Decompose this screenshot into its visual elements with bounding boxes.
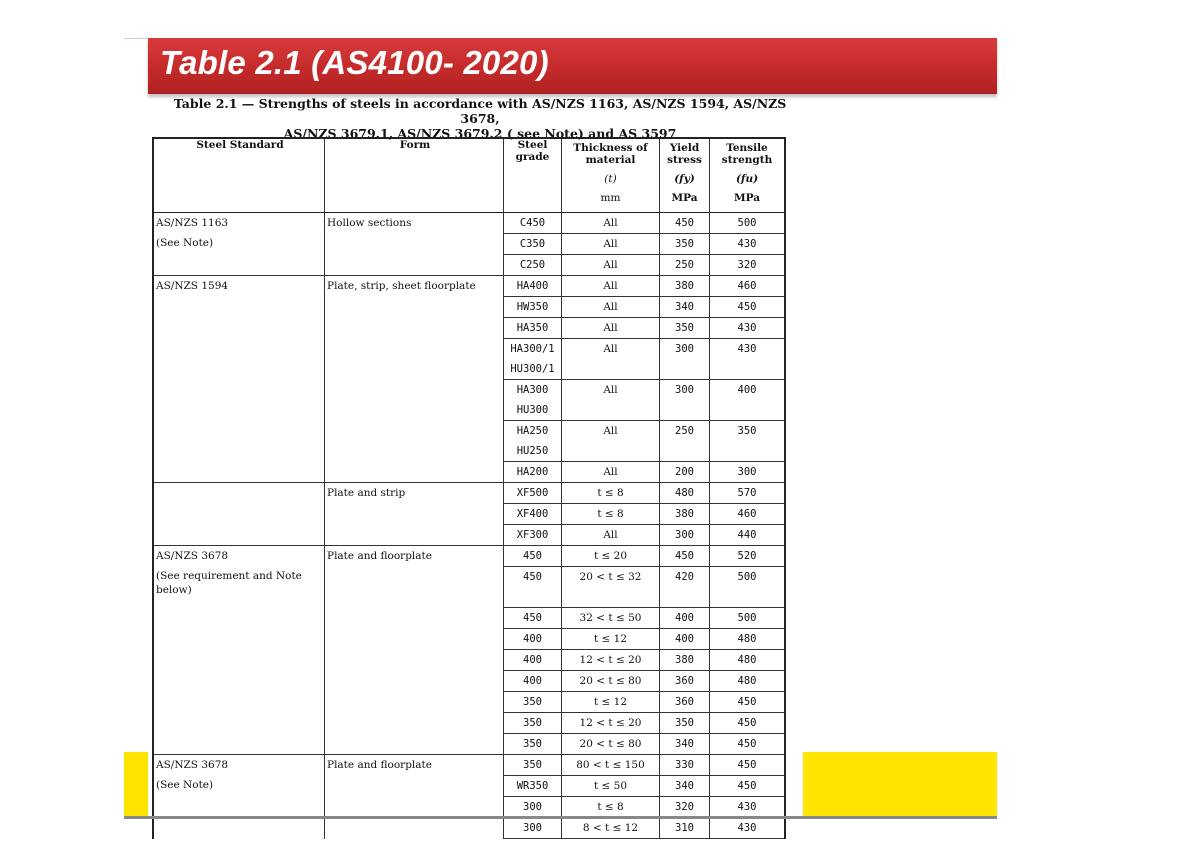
tensile-strength-value: 450 — [737, 301, 757, 313]
cell-yield-stress — [660, 797, 710, 818]
cell-steel-grade — [504, 776, 562, 797]
table-body — [153, 213, 785, 839]
table-row — [153, 276, 785, 297]
cell-thickness — [562, 546, 660, 567]
cell-yield-stress — [660, 734, 710, 755]
thickness-value: All — [603, 238, 618, 250]
cell-thickness — [562, 462, 660, 483]
slide-title: Table 2.1 (AS4100- 2020) — [160, 44, 549, 81]
cell-yield-stress — [660, 255, 710, 276]
cell-tensile-strength — [710, 797, 786, 818]
yellow-accent-right — [803, 752, 997, 816]
header-thickness — [562, 138, 660, 213]
steel-grade-value: XF400 — [516, 508, 549, 520]
cell-steel-grade — [504, 421, 562, 462]
header-tensile-unit: MPa — [733, 192, 761, 204]
cell-thickness — [562, 818, 660, 839]
cell-tensile-strength — [710, 213, 786, 234]
header-thickness-unit: mm — [600, 192, 621, 204]
thickness-value: 80 < t ≤ 150 — [576, 759, 645, 771]
cell-steel-grade — [504, 255, 562, 276]
cell-yield-stress — [660, 276, 710, 297]
header-yield-symbol: (fy) — [674, 173, 695, 185]
cell-steel-grade — [504, 339, 562, 380]
cell-steel-grade — [504, 734, 562, 755]
header-yield-label: Yield stress — [667, 142, 702, 166]
steel-grade-value: 300 — [523, 822, 542, 834]
cell-steel-grade — [504, 818, 562, 839]
cell-steel-grade — [504, 380, 562, 421]
cell-tensile-strength — [710, 380, 786, 421]
steel-grade-value: 450 — [523, 571, 542, 583]
cell-yield-stress — [660, 546, 710, 567]
cell-yield-stress — [660, 318, 710, 339]
form-label: Plate and strip — [327, 487, 406, 499]
steel-grade-value: XF300 — [516, 529, 549, 541]
cell-steel-grade — [504, 504, 562, 525]
thickness-value: 20 < t ≤ 32 — [579, 571, 642, 583]
yield-stress-value: 340 — [675, 301, 694, 313]
form-label: Plate, strip, sheet floorplate — [327, 280, 476, 292]
header-thickness-label: Thickness of material — [573, 142, 648, 166]
cell-yield-stress — [660, 650, 710, 671]
tensile-strength-value: 400 — [737, 384, 757, 396]
thickness-value: All — [603, 529, 618, 541]
form-label: Plate and floorplate — [327, 759, 432, 771]
cell-steel-grade — [504, 629, 562, 650]
cell-yield-stress — [660, 504, 710, 525]
cell-steel-grade — [504, 546, 562, 567]
cell-tensile-strength — [710, 608, 786, 629]
cell-yield-stress — [660, 692, 710, 713]
steel-grade-value: 350 — [523, 696, 542, 708]
cell-thickness — [562, 213, 660, 234]
cell-yield-stress — [660, 567, 710, 608]
form-label: Plate and floorplate — [327, 550, 432, 562]
table-row — [153, 213, 785, 234]
yield-stress-value: 200 — [675, 466, 694, 478]
yield-stress-value: 400 — [675, 633, 694, 645]
bottom-divider — [124, 816, 997, 819]
steel-grade-value: HA300 — [516, 384, 549, 396]
yield-stress-value: 380 — [675, 654, 694, 666]
yield-stress-value: 350 — [675, 717, 694, 729]
steel-grade-value: XF500 — [516, 487, 549, 499]
cell-thickness — [562, 276, 660, 297]
steel-grade-value: HA400 — [516, 280, 549, 292]
thickness-value: 8 < t ≤ 12 — [582, 822, 639, 834]
yield-stress-value: 360 — [675, 675, 694, 687]
thickness-value: t ≤ 20 — [593, 550, 628, 562]
cell-thickness — [562, 692, 660, 713]
cell-steel-grade — [504, 318, 562, 339]
tensile-strength-value: 450 — [737, 780, 757, 792]
header-steel-grade — [504, 138, 562, 213]
tensile-strength-value: 450 — [737, 738, 757, 750]
cell-tensile-strength — [710, 462, 786, 483]
tensile-strength-value: 430 — [737, 238, 757, 250]
caption-line-1: Table 2.1 — Strengths of steels in accordance with AS/NZS 1163, AS/NZS 1594, AS/NZS 3678, — [173, 96, 787, 126]
tensile-strength-value: 460 — [737, 508, 757, 520]
yield-stress-value: 450 — [675, 217, 694, 229]
thickness-value: t ≤ 8 — [597, 487, 624, 499]
steel-grade-value: 400 — [523, 654, 542, 666]
thickness-value: All — [603, 301, 618, 313]
cell-tensile-strength — [710, 776, 786, 797]
cell-steel-grade — [504, 276, 562, 297]
cell-steel-grade — [504, 713, 562, 734]
steel-grade-value: C350 — [519, 238, 546, 250]
yield-stress-value: 400 — [675, 612, 694, 624]
cell-tensile-strength — [710, 567, 786, 608]
cell-thickness — [562, 297, 660, 318]
steel-grade-value: 450 — [523, 612, 542, 624]
header-tensile-label: Tensile strength — [721, 142, 773, 166]
cell-yield-stress — [660, 213, 710, 234]
thickness-value: t ≤ 12 — [593, 696, 628, 708]
cell-tensile-strength — [710, 671, 786, 692]
cell-steel-grade — [504, 297, 562, 318]
tensile-strength-value: 430 — [737, 343, 757, 355]
steel-grade-value: 300 — [523, 801, 542, 813]
cell-tensile-strength — [710, 276, 786, 297]
steel-grade-value: HW350 — [516, 301, 549, 313]
cell-steel-grade — [504, 755, 562, 776]
cell-steel-standard — [153, 276, 325, 483]
steel-grade-alt-value: HU250 — [516, 445, 549, 457]
cell-yield-stress — [660, 297, 710, 318]
thickness-value: 20 < t ≤ 80 — [579, 738, 642, 750]
cell-tensile-strength — [710, 318, 786, 339]
yield-stress-value: 320 — [675, 801, 694, 813]
cell-steel-grade — [504, 234, 562, 255]
cell-tensile-strength — [710, 339, 786, 380]
yield-stress-value: 340 — [675, 738, 694, 750]
thickness-value: All — [603, 217, 618, 229]
cell-form — [325, 213, 504, 276]
cell-yield-stress — [660, 462, 710, 483]
tensile-strength-value: 500 — [737, 571, 757, 583]
steel-standard-name: AS/NZS 3678 — [156, 550, 229, 562]
cell-steel-standard — [153, 483, 325, 546]
header-yield-unit: MPa — [671, 192, 698, 204]
header-tensile — [710, 138, 786, 213]
cell-steel-standard — [153, 213, 325, 276]
yield-stress-value: 380 — [675, 280, 694, 292]
cell-steel-grade — [504, 213, 562, 234]
thickness-value: 20 < t ≤ 80 — [579, 675, 642, 687]
cell-thickness — [562, 629, 660, 650]
cell-thickness — [562, 776, 660, 797]
cell-thickness — [562, 255, 660, 276]
steel-standard-name: AS/NZS 1163 — [156, 217, 229, 229]
cell-yield-stress — [660, 776, 710, 797]
yield-stress-value: 480 — [675, 487, 694, 499]
steel-standard-note: (See Note) — [156, 237, 214, 249]
steel-grade-value: HA350 — [516, 322, 549, 334]
tensile-strength-value: 430 — [737, 822, 757, 834]
steel-grade-value: C250 — [519, 259, 546, 271]
yield-stress-value: 250 — [675, 259, 694, 271]
thickness-value: All — [603, 280, 618, 292]
table-caption — [160, 96, 800, 141]
thickness-value: All — [603, 343, 618, 355]
tensile-strength-value: 480 — [737, 675, 757, 687]
steel-standard-name: AS/NZS 1594 — [156, 280, 229, 292]
cell-yield-stress — [660, 483, 710, 504]
cell-thickness — [562, 797, 660, 818]
cell-steel-grade — [504, 462, 562, 483]
cell-tensile-strength — [710, 818, 786, 839]
thickness-value: t ≤ 12 — [593, 633, 628, 645]
yield-stress-value: 360 — [675, 696, 694, 708]
cell-tensile-strength — [710, 255, 786, 276]
tensile-strength-value: 500 — [737, 612, 757, 624]
cell-thickness — [562, 380, 660, 421]
thickness-value: t ≤ 50 — [593, 780, 628, 792]
steel-standard-note: (See requirement and Note below) — [156, 570, 302, 596]
tensile-strength-value: 480 — [737, 633, 757, 645]
cell-thickness — [562, 234, 660, 255]
cell-yield-stress — [660, 339, 710, 380]
cell-yield-stress — [660, 755, 710, 776]
cell-thickness — [562, 525, 660, 546]
header-thickness-symbol: (t) — [604, 173, 617, 185]
tensile-strength-value: 450 — [737, 717, 757, 729]
cell-tensile-strength — [710, 297, 786, 318]
tensile-strength-value: 440 — [737, 529, 757, 541]
header-form: Form — [325, 138, 504, 213]
tensile-strength-value: 520 — [737, 550, 757, 562]
tensile-strength-value: 570 — [737, 487, 757, 499]
cell-yield-stress — [660, 629, 710, 650]
steel-standard-note: (See Note) — [156, 779, 214, 791]
header-yield — [660, 138, 710, 213]
yield-stress-value: 310 — [675, 822, 694, 834]
cell-yield-stress — [660, 421, 710, 462]
cell-tensile-strength — [710, 629, 786, 650]
table-row — [153, 546, 785, 567]
yield-stress-value: 350 — [675, 238, 694, 250]
tensile-strength-value: 480 — [737, 654, 757, 666]
tensile-strength-value: 300 — [737, 466, 757, 478]
cell-steel-grade — [504, 483, 562, 504]
cell-thickness — [562, 339, 660, 380]
header-tensile-symbol: (fu) — [735, 173, 759, 185]
cell-thickness — [562, 567, 660, 608]
yield-stress-value: 380 — [675, 508, 694, 520]
thickness-value: All — [603, 322, 618, 334]
cell-tensile-strength — [710, 713, 786, 734]
cell-tensile-strength — [710, 525, 786, 546]
cell-tensile-strength — [710, 650, 786, 671]
cell-tensile-strength — [710, 421, 786, 462]
tensile-strength-value: 430 — [737, 801, 757, 813]
cell-tensile-strength — [710, 692, 786, 713]
form-label: Hollow sections — [327, 217, 412, 229]
thickness-value: t ≤ 8 — [597, 508, 624, 520]
tensile-strength-value: 350 — [737, 425, 757, 437]
cell-steel-grade — [504, 567, 562, 608]
yield-stress-value: 420 — [675, 571, 694, 583]
yield-stress-value: 300 — [675, 343, 694, 355]
steel-grade-value: 350 — [523, 759, 542, 771]
steel-standard-name: AS/NZS 3678 — [156, 759, 229, 771]
cell-thickness — [562, 318, 660, 339]
table-header-row — [153, 138, 785, 213]
tensile-strength-value: 460 — [737, 280, 757, 292]
yield-stress-value: 330 — [675, 759, 694, 771]
cell-form — [325, 276, 504, 483]
steel-grade-value: 400 — [523, 633, 542, 645]
thickness-value: All — [603, 425, 618, 437]
cell-thickness — [562, 504, 660, 525]
cell-yield-stress — [660, 713, 710, 734]
cell-steel-grade — [504, 650, 562, 671]
cell-steel-grade — [504, 671, 562, 692]
tensile-strength-value: 500 — [737, 217, 757, 229]
cell-yield-stress — [660, 608, 710, 629]
cell-thickness — [562, 671, 660, 692]
tensile-strength-value: 320 — [737, 259, 757, 271]
cell-thickness — [562, 608, 660, 629]
steel-grade-alt-value: HU300/1 — [510, 363, 555, 375]
steel-grade-value: HA300/1 — [510, 343, 555, 355]
cell-thickness — [562, 421, 660, 462]
cell-yield-stress — [660, 818, 710, 839]
cell-tensile-strength — [710, 734, 786, 755]
thickness-value: All — [603, 259, 618, 271]
steel-grade-value: 350 — [523, 738, 542, 750]
yield-stress-value: 350 — [675, 322, 694, 334]
thickness-value: All — [603, 384, 618, 396]
table-row — [153, 483, 785, 504]
yield-stress-value: 300 — [675, 529, 694, 541]
tensile-strength-value: 450 — [737, 759, 757, 771]
yield-stress-value: 340 — [675, 780, 694, 792]
steel-grade-value: HA200 — [516, 466, 549, 478]
tensile-strength-value: 450 — [737, 696, 757, 708]
steel-grade-value: 350 — [523, 717, 542, 729]
thickness-value: 12 < t ≤ 20 — [579, 654, 642, 666]
yellow-accent-left — [124, 752, 148, 816]
cell-tensile-strength — [710, 755, 786, 776]
cell-thickness — [562, 650, 660, 671]
cell-thickness — [562, 755, 660, 776]
cell-steel-grade — [504, 525, 562, 546]
cell-steel-standard — [153, 755, 325, 839]
steel-grade-value: WR350 — [516, 780, 549, 792]
steel-grade-value: HA250 — [516, 425, 549, 437]
cell-steel-grade — [504, 797, 562, 818]
thickness-value: 12 < t ≤ 20 — [579, 717, 642, 729]
yield-stress-value: 450 — [675, 550, 694, 562]
thickness-value: t ≤ 8 — [597, 801, 624, 813]
cell-yield-stress — [660, 671, 710, 692]
cell-yield-stress — [660, 525, 710, 546]
header-steel-grade-label: Steel grade — [515, 139, 550, 163]
cell-steel-grade — [504, 608, 562, 629]
cell-form — [325, 546, 504, 755]
cell-form — [325, 483, 504, 546]
cell-form — [325, 755, 504, 839]
tensile-strength-value: 430 — [737, 322, 757, 334]
cell-steel-standard — [153, 546, 325, 755]
steel-strength-table — [152, 137, 786, 839]
top-divider — [124, 38, 148, 39]
cell-yield-stress — [660, 380, 710, 421]
cell-tensile-strength — [710, 234, 786, 255]
cell-yield-stress — [660, 234, 710, 255]
caption-line-2: AS/NZS 3679.1, AS/NZS 3679.2 ( see Note) and AS 3597 — [283, 126, 677, 141]
cell-thickness — [562, 483, 660, 504]
cell-tensile-strength — [710, 483, 786, 504]
cell-tensile-strength — [710, 504, 786, 525]
cell-steel-grade — [504, 692, 562, 713]
steel-grade-value: C450 — [519, 217, 546, 229]
cell-thickness — [562, 713, 660, 734]
steel-grade-value: 400 — [523, 675, 542, 687]
table-row — [153, 755, 785, 776]
thickness-value: 32 < t ≤ 50 — [579, 612, 642, 624]
thickness-value: All — [603, 466, 618, 478]
yield-stress-value: 250 — [675, 425, 694, 437]
steel-grade-value: 450 — [523, 550, 542, 562]
cell-thickness — [562, 734, 660, 755]
cell-tensile-strength — [710, 546, 786, 567]
yield-stress-value: 300 — [675, 384, 694, 396]
header-steel-standard: Steel Standard — [153, 138, 325, 213]
steel-grade-alt-value: HU300 — [516, 404, 549, 416]
